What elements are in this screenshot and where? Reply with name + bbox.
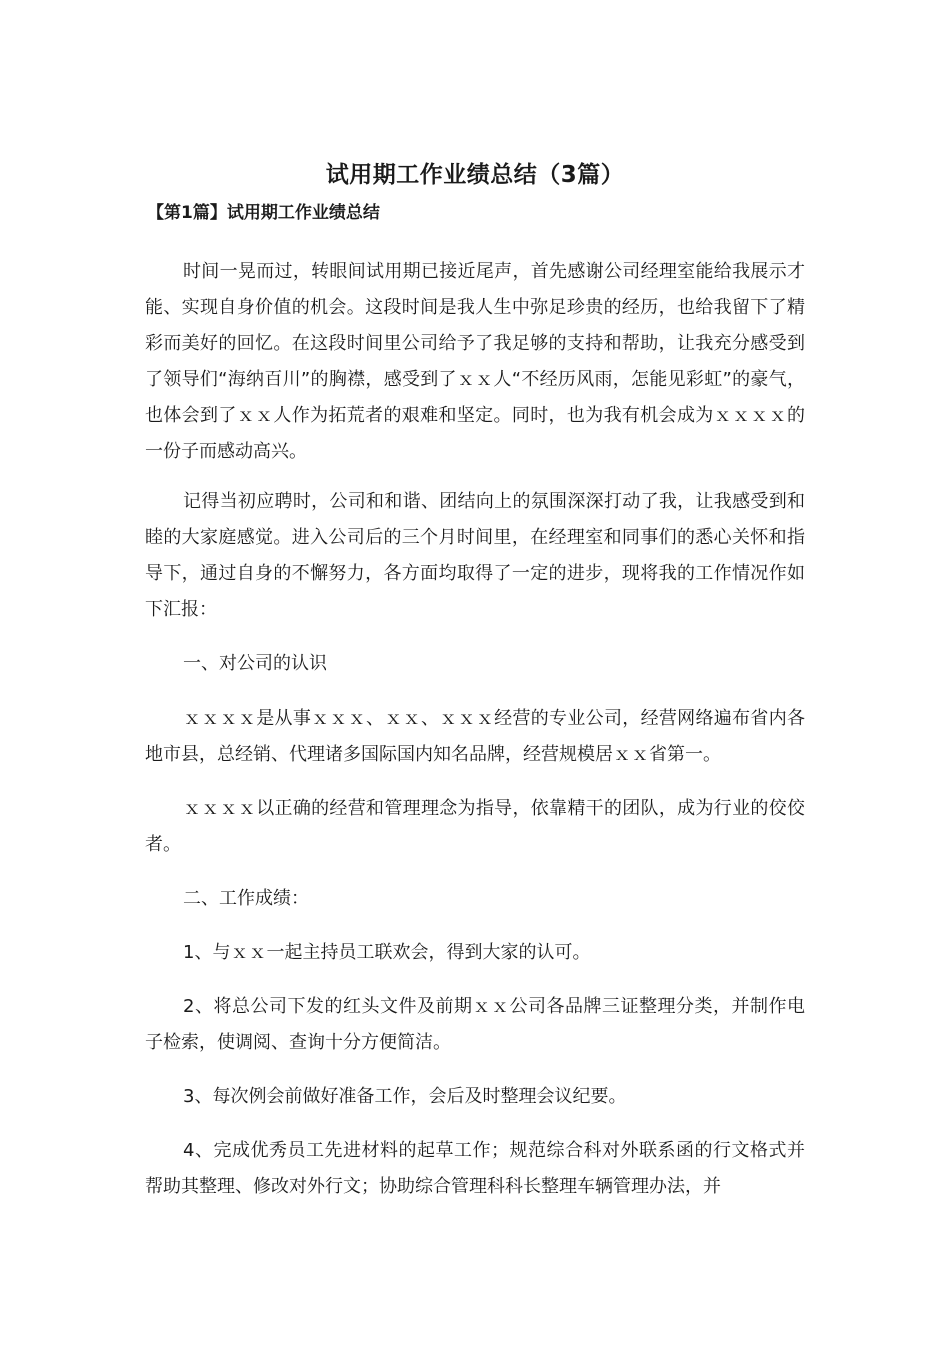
list-item-1: 1、与ｘｘ一起主持员工联欢会，得到大家的认可。 — [183, 942, 591, 963]
paragraph-recruitment: 记得当初应聘时，公司和和谐、团结向上的氛围深深打动了我，让我感受到和睦的大家庭感觉。进入公司后的三个月时间里，在经理室和同事们的悉心关怀和指导下，通过自身的不懈努力，各方面均取得了一定的进步，现将我的工作情况作如下汇报： — [145, 491, 805, 620]
document-title: 试用期工作业绩总结（3篇） — [325, 162, 625, 188]
paragraph-intro: 时间一晃而过，转眼间试用期已接近尾声，首先感谢公司经理室能给我展示才能、实现自身价值的机会。这段时间是我人生中弥足珍贵的经历，也给我留下了精彩而美好的回忆。在这段时间里公司给予了我足够的支持和帮助，让我充分感受到了领导们“海纳百川”的胸襟，感受到了ｘｘ人“不经历风雨，怎能见彩虹”的豪气，也体会到了ｘｘ人作为拓荒者的艰难和坚定。同时，也为我有机会成为ｘｘｘｘ的一份子而感动高兴。 — [145, 261, 805, 462]
list-item-4: 4、完成优秀员工先进材料的起草工作；规范综合科对外联系函的行文格式并帮助其整理、修改对外行文；协助综合管理科科长整理车辆管理办法，并 — [145, 1140, 805, 1197]
paragraph-company-philosophy: ｘｘｘｘ以正确的经营和管理理念为指导，依靠精干的团队，成为行业的佼佼者。 — [145, 798, 805, 855]
heading-company-understanding: 一、对公司的认识 — [183, 653, 327, 674]
paragraph-company-profile: ｘｘｘｘ是从事ｘｘｘ、ｘｘ、ｘｘｘ经营的专业公司，经营网络遍布省内各地市县，总经销、代理诸多国际国内知名品牌，经营规模居ｘｘ省第一。 — [145, 708, 805, 765]
list-item-2: 2、将总公司下发的红头文件及前期ｘｘ公司各品牌三证整理分类，并制作电子检索，使调阅、查询十分方便简洁。 — [145, 996, 805, 1053]
list-item-3: 3、每次例会前做好准备工作，会后及时整理会议纪要。 — [183, 1086, 627, 1107]
heading-work-results: 二、工作成绩： — [183, 888, 309, 909]
section-heading: 【第1篇】试用期工作业绩总结 — [147, 203, 380, 223]
